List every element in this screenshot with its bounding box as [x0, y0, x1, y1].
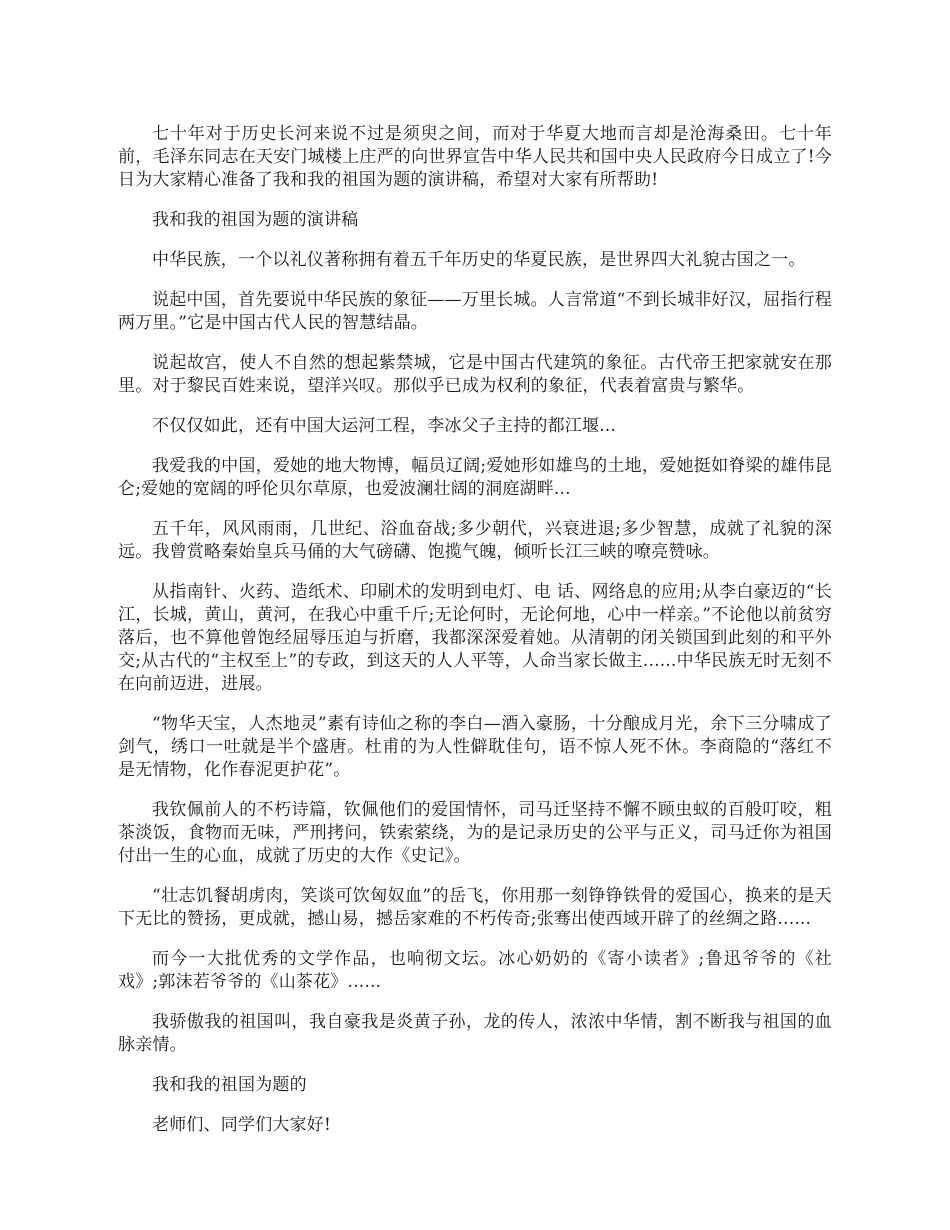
body-paragraph: 从指南针、火药、造纸术、印刷术的发明到电灯、电 话、网络息的应用;从李白豪迈的“长江，长城，黄山，黄河，在我心中重千斤;无论何时，无论何地，心中一样亲。”不论他以前贫穷落后，也不算他曾饱经屈辱压迫与折磨，我都深深爱着她。从清朝的闭关锁国到此刻的和平外交;从古代的“主权至上”的专政，到这天的人人平等，人命当家长做主......中华民族无时无刻不在向前迈进，进展。 [118, 582, 832, 694]
body-paragraph: 不仅仅如此，还有中国大运河工程，李冰父子主持的都江堰... [152, 416, 617, 436]
speech-title: 我和我的祖国为题的演讲稿 [152, 210, 359, 230]
body-paragraph: 我钦佩前人的不朽诗篇，钦佩他们的爱国情怀，司马迁坚持不懈不顾虫蚁的百般叮咬，粗茶淡饭，食物而无味，严刑拷问，铁索萦绕，为的是记录历史的公平与正义，司马迁你为祖国付出一生的心血，成就了历史的大作《史记》。 [118, 800, 832, 866]
body-paragraph: “物华天宝，人杰地灵”素有诗仙之称的李白—酒入豪肠，十分酿成月光，余下三分啸成了剑气，绣口一吐就是半个盛唐。杜甫的为人性僻耽佳句，语不惊人死不休。李商隐的“落红不是无情物，化作春泥更护花”。 [118, 714, 832, 780]
body-paragraph: “壮志饥餐胡虏肉，笑谈可饮匈奴血”的岳飞，你用那一刻铮铮铁骨的爱国心，换来的是天下无比的赞扬，更成就，撼山易，撼岳家难的不朽传奇;张骞出使西域开辟了的丝绸之路...... [118, 886, 832, 929]
body-paragraph: 说起故宫，使人不自然的想起紫禁城，它是中国古代建筑的象征。古代帝王把家就安在那里。对于黎民百姓来说，望洋兴叹。那似乎已成为权利的象征，代表着富贵与繁华。 [118, 353, 832, 396]
body-paragraph: 五千年，风风雨雨，几世纪、浴血奋战;多少朝代，兴衰进退;多少智慧，成就了礼貌的深远。我曾赏略秦始皇兵马俑的大气磅礴、饱揽气魄，倾听长江三峡的嘹亮赞咏。 [118, 519, 832, 562]
body-paragraph: 我爱我的中国，爱她的地大物博，幅员辽阔;爱她形如雄鸟的土地，爱她挺如脊梁的雄伟昆仑;爱她的宽阔的呼伦贝尔草原，也爱波澜壮阔的洞庭湖畔... [118, 456, 832, 499]
body-paragraph: 中华民族，一个以礼仪著称拥有着五千年历史的华夏民族，是世界四大礼貌古国之一。 [152, 250, 806, 270]
body-paragraph: 而今一大批优秀的文学作品，也响彻文坛。冰心奶奶的《寄小读者》;鲁迅爷爷的《社戏》;郭沫若爷爷的《山茶花》...... [118, 949, 832, 992]
greeting-line: 老师们、同学们大家好! [152, 1115, 332, 1135]
section-heading: 我和我的祖国为题的 [152, 1075, 307, 1095]
body-paragraph: 说起中国，首先要说中华民族的象征——万里长城。人言常道“不到长城非好汉，屈指行程两万里。”它是中国古代人民的智慧结晶。 [118, 290, 832, 333]
intro-paragraph: 七十年对于历史长河来说不过是须臾之间，而对于华夏大地而言却是沧海桑田。七十年前，毛泽东同志在天安门城楼上庄严的向世界宣告中华人民共和国中央人民政府今日成立了!今日为大家精心准备了我和我的祖国为题的演讲稿，希望对大家有所帮助! [118, 124, 832, 190]
body-paragraph: 我骄傲我的祖国叫，我自豪我是炎黄子孙，龙的传人，浓浓中华情，割不断我与祖国的血脉亲情。 [118, 1012, 832, 1055]
